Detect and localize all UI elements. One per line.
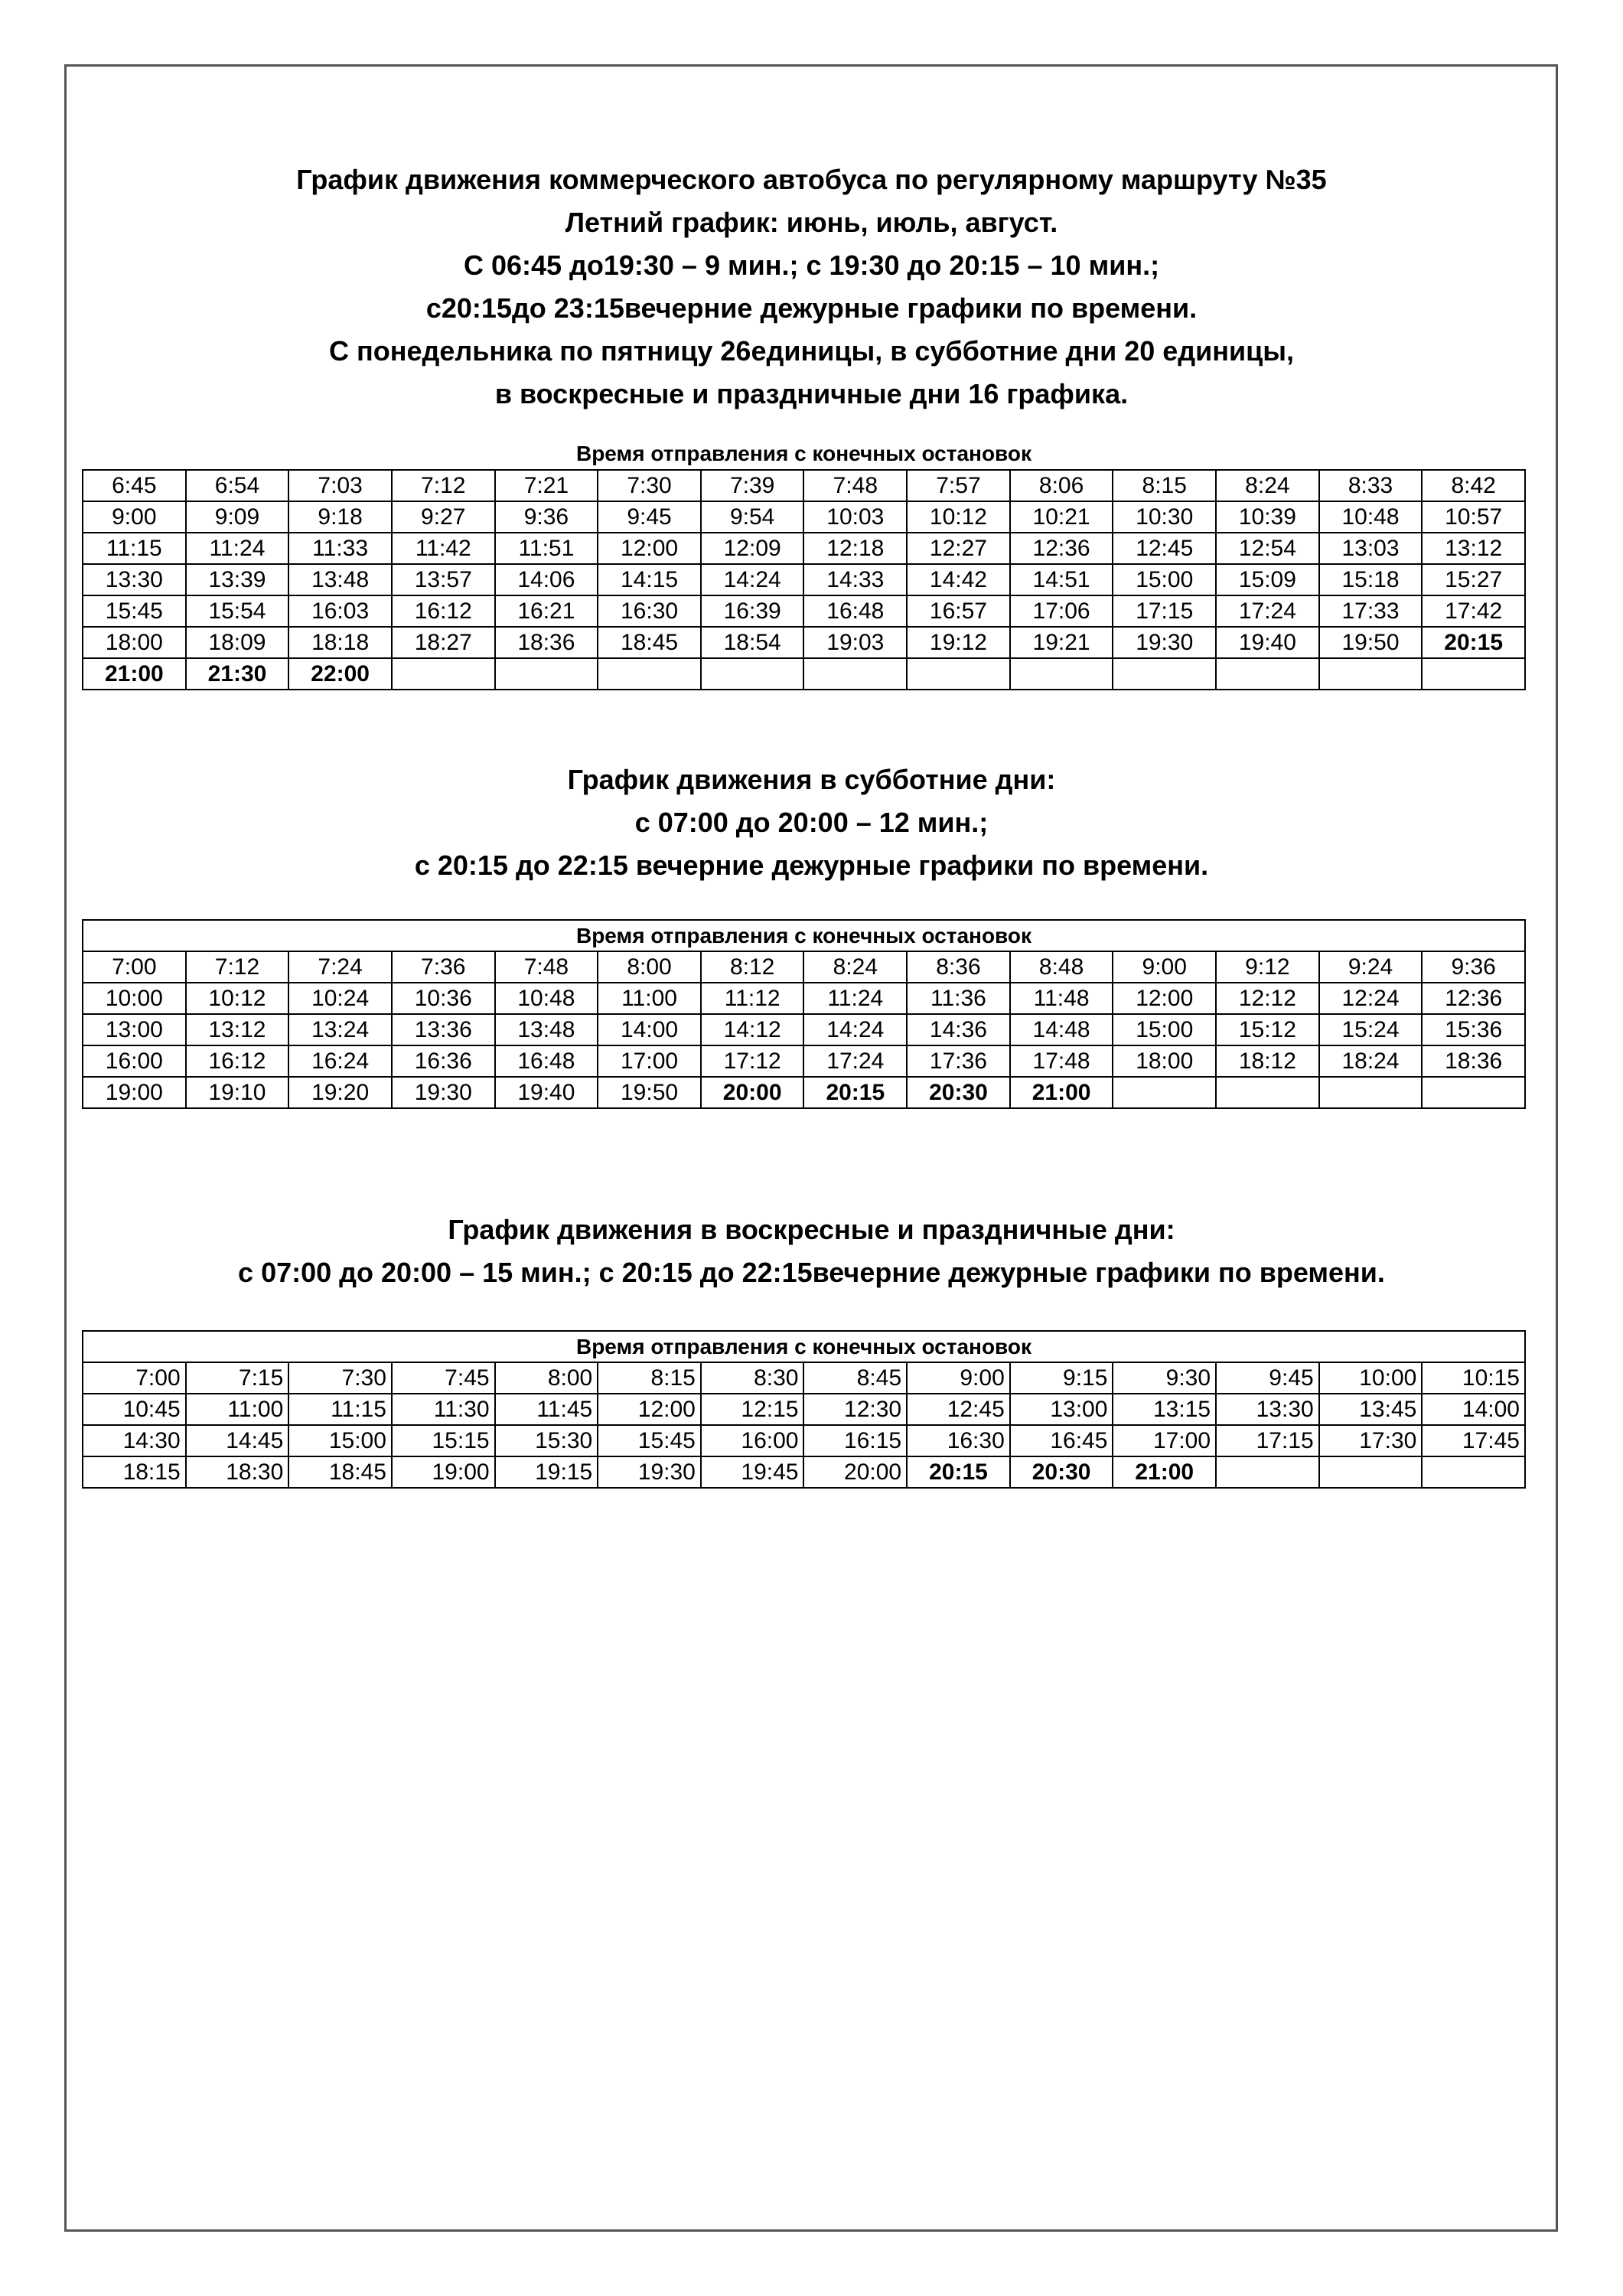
time-cell: 8:15 bbox=[1113, 470, 1216, 501]
time-cell: 12:27 bbox=[907, 533, 1010, 564]
time-cell: 13:15 bbox=[1113, 1394, 1216, 1425]
table-row bbox=[83, 470, 1525, 501]
time-cell bbox=[1319, 1077, 1423, 1108]
time-cell: 19:50 bbox=[1319, 627, 1423, 658]
time-cell: 9:36 bbox=[495, 501, 598, 533]
time-cell: 19:00 bbox=[83, 1077, 186, 1108]
time-cell: 17:15 bbox=[1216, 1425, 1319, 1456]
time-cell: 15:00 bbox=[1113, 1014, 1216, 1045]
time-cell: 14:48 bbox=[1010, 1014, 1113, 1045]
time-cell: 8:06 bbox=[1010, 470, 1113, 501]
time-cell: 20:15 bbox=[803, 1077, 907, 1108]
time-cell: 13:45 bbox=[1319, 1394, 1423, 1425]
time-cell: 15:09 bbox=[1216, 564, 1319, 595]
time-cell: 7:15 bbox=[186, 1362, 289, 1394]
time-cell: 6:54 bbox=[186, 470, 289, 501]
time-cell: 15:27 bbox=[1422, 564, 1525, 595]
time-cell: 8:12 bbox=[701, 951, 804, 983]
time-cell: 18:24 bbox=[1319, 1045, 1423, 1077]
time-cell: 8:00 bbox=[598, 951, 701, 983]
time-cell: 7:21 bbox=[495, 470, 598, 501]
heading-line: График движения в субботние дни: bbox=[567, 764, 1056, 795]
time-cell: 13:12 bbox=[186, 1014, 289, 1045]
weekday-schedule-table bbox=[82, 439, 1526, 690]
time-cell: 10:36 bbox=[392, 983, 495, 1014]
time-cell: 18:00 bbox=[1113, 1045, 1216, 1077]
time-cell: 12:09 bbox=[701, 533, 804, 564]
time-cell: 15:12 bbox=[1216, 1014, 1319, 1045]
time-cell bbox=[1216, 1077, 1319, 1108]
heading-line: с 07:00 до 20:00 – 15 мин.; с 20:15 до 22:15вечерние дежурные графики по времени. bbox=[238, 1257, 1385, 1288]
time-cell: 16:48 bbox=[803, 595, 907, 627]
time-cell: 19:10 bbox=[186, 1077, 289, 1108]
time-cell: 10:30 bbox=[1113, 501, 1216, 533]
time-cell: 9:00 bbox=[907, 1362, 1010, 1394]
time-cell: 17:00 bbox=[598, 1045, 701, 1077]
time-cell: 7:12 bbox=[392, 470, 495, 501]
time-cell: 11:00 bbox=[598, 983, 701, 1014]
time-cell: 12:45 bbox=[1113, 533, 1216, 564]
time-cell: 15:45 bbox=[598, 1425, 701, 1456]
table-row bbox=[83, 1425, 1525, 1456]
time-cell: 9:00 bbox=[83, 501, 186, 533]
time-cell: 15:18 bbox=[1319, 564, 1423, 595]
time-cell: 12:15 bbox=[701, 1394, 804, 1425]
time-cell: 13:57 bbox=[392, 564, 495, 595]
time-cell: 11:24 bbox=[186, 533, 289, 564]
time-cell: 17:24 bbox=[803, 1045, 907, 1077]
time-cell: 20:30 bbox=[907, 1077, 1010, 1108]
time-cell: 12:36 bbox=[1422, 983, 1525, 1014]
time-cell: 20:15 bbox=[907, 1456, 1010, 1488]
time-cell: 19:30 bbox=[392, 1077, 495, 1108]
time-cell: 9:54 bbox=[701, 501, 804, 533]
time-cell: 14:00 bbox=[1422, 1394, 1525, 1425]
heading-line: С понедельника по пятницу 26единицы, в субботние дни 20 единицы, bbox=[328, 335, 1295, 367]
time-cell: 18:00 bbox=[83, 627, 186, 658]
time-cell: 8:30 bbox=[701, 1362, 804, 1394]
time-cell: 10:00 bbox=[1319, 1362, 1423, 1394]
time-cell: 12:24 bbox=[1319, 983, 1423, 1014]
time-cell: 20:00 bbox=[701, 1077, 804, 1108]
time-cell: 13:00 bbox=[1010, 1394, 1113, 1425]
time-cell: 12:00 bbox=[598, 1394, 701, 1425]
time-cell: 17:48 bbox=[1010, 1045, 1113, 1077]
time-cell: 14:42 bbox=[907, 564, 1010, 595]
time-cell: 14:24 bbox=[803, 1014, 907, 1045]
time-cell: 8:15 bbox=[598, 1362, 701, 1394]
heading-line: С 06:45 до19:30 – 9 мин.; с 19:30 до 20:15 – 10 мин.; bbox=[463, 249, 1160, 281]
time-cell: 9:00 bbox=[1113, 951, 1216, 983]
table-row bbox=[83, 595, 1525, 627]
time-cell: 11:45 bbox=[495, 1394, 598, 1425]
time-cell: 14:24 bbox=[701, 564, 804, 595]
table-row bbox=[83, 1394, 1525, 1425]
time-cell: 17:30 bbox=[1319, 1425, 1423, 1456]
time-cell: 20:15 bbox=[1422, 627, 1525, 658]
time-cell bbox=[701, 658, 804, 690]
time-cell: 16:15 bbox=[803, 1425, 907, 1456]
heading-line: с20:15до 23:15вечерние дежурные графики по времени. bbox=[425, 292, 1198, 324]
time-cell: 17:00 bbox=[1113, 1425, 1216, 1456]
table-row bbox=[83, 951, 1525, 983]
time-cell: 11:00 bbox=[186, 1394, 289, 1425]
table-row bbox=[83, 501, 1525, 533]
time-cell: 18:30 bbox=[186, 1456, 289, 1488]
time-cell bbox=[1319, 1456, 1423, 1488]
time-cell: 8:36 bbox=[907, 951, 1010, 983]
time-cell: 6:45 bbox=[83, 470, 186, 501]
time-cell bbox=[1422, 1456, 1525, 1488]
time-cell: 17:12 bbox=[701, 1045, 804, 1077]
table-caption: Время отправления с конечных остановок bbox=[83, 1331, 1525, 1362]
time-cell: 9:30 bbox=[1113, 1362, 1216, 1394]
table-row bbox=[83, 658, 1525, 690]
time-cell: 16:30 bbox=[907, 1425, 1010, 1456]
time-cell bbox=[495, 658, 598, 690]
time-cell: 16:30 bbox=[598, 595, 701, 627]
time-cell: 16:36 bbox=[392, 1045, 495, 1077]
heading-line: в воскресные и праздничные дни 16 графика. bbox=[494, 378, 1129, 409]
time-cell: 9:12 bbox=[1216, 951, 1319, 983]
time-cell bbox=[1113, 658, 1216, 690]
time-cell bbox=[1422, 1077, 1525, 1108]
time-cell: 14:36 bbox=[907, 1014, 1010, 1045]
heading-line: с 07:00 до 20:00 – 12 мин.; bbox=[634, 807, 989, 838]
time-cell: 16:57 bbox=[907, 595, 1010, 627]
time-cell: 13:48 bbox=[495, 1014, 598, 1045]
table-caption: Время отправления с конечных остановок bbox=[575, 442, 1032, 465]
time-cell: 15:00 bbox=[1113, 564, 1216, 595]
time-cell bbox=[1216, 658, 1319, 690]
time-cell: 15:00 bbox=[288, 1425, 392, 1456]
time-cell: 8:45 bbox=[803, 1362, 907, 1394]
time-cell: 7:57 bbox=[907, 470, 1010, 501]
sunday-heading bbox=[0, 1208, 1623, 1294]
time-cell: 15:15 bbox=[392, 1425, 495, 1456]
time-cell: 21:30 bbox=[186, 658, 289, 690]
heading-line: График движения коммерческого автобуса по регулярному маршруту №35 bbox=[296, 164, 1327, 195]
time-cell: 11:24 bbox=[803, 983, 907, 1014]
time-cell: 10:12 bbox=[186, 983, 289, 1014]
time-cell: 20:30 bbox=[1010, 1456, 1113, 1488]
time-cell: 7:39 bbox=[701, 470, 804, 501]
time-cell: 12:00 bbox=[1113, 983, 1216, 1014]
time-cell: 13:00 bbox=[83, 1014, 186, 1045]
time-cell: 7:12 bbox=[186, 951, 289, 983]
time-cell: 16:00 bbox=[83, 1045, 186, 1077]
time-cell: 7:48 bbox=[803, 470, 907, 501]
table-caption: Время отправления с конечных остановок bbox=[83, 920, 1525, 951]
time-cell: 11:51 bbox=[495, 533, 598, 564]
time-cell: 19:45 bbox=[701, 1456, 804, 1488]
time-cell bbox=[392, 658, 495, 690]
time-cell: 16:39 bbox=[701, 595, 804, 627]
time-cell: 14:15 bbox=[598, 564, 701, 595]
table-row bbox=[83, 627, 1525, 658]
time-cell: 7:48 bbox=[495, 951, 598, 983]
time-cell: 16:00 bbox=[701, 1425, 804, 1456]
time-cell: 14:00 bbox=[598, 1014, 701, 1045]
time-cell: 15:24 bbox=[1319, 1014, 1423, 1045]
time-cell: 12:45 bbox=[907, 1394, 1010, 1425]
time-cell: 16:12 bbox=[186, 1045, 289, 1077]
time-cell: 14:06 bbox=[495, 564, 598, 595]
time-cell: 9:18 bbox=[288, 501, 392, 533]
time-cell: 7:30 bbox=[288, 1362, 392, 1394]
time-cell: 13:48 bbox=[288, 564, 392, 595]
time-cell: 9:45 bbox=[598, 501, 701, 533]
time-cell: 13:12 bbox=[1422, 533, 1525, 564]
time-cell: 8:48 bbox=[1010, 951, 1113, 983]
time-cell: 13:03 bbox=[1319, 533, 1423, 564]
time-cell: 10:03 bbox=[803, 501, 907, 533]
time-cell bbox=[1216, 1456, 1319, 1488]
time-cell: 12:18 bbox=[803, 533, 907, 564]
time-cell: 11:42 bbox=[392, 533, 495, 564]
time-cell: 17:33 bbox=[1319, 595, 1423, 627]
time-cell: 10:48 bbox=[1319, 501, 1423, 533]
time-cell: 11:30 bbox=[392, 1394, 495, 1425]
time-cell: 15:54 bbox=[186, 595, 289, 627]
time-cell: 17:24 bbox=[1216, 595, 1319, 627]
time-cell: 8:00 bbox=[495, 1362, 598, 1394]
time-cell: 20:00 bbox=[803, 1456, 907, 1488]
time-cell bbox=[598, 658, 701, 690]
time-cell: 9:36 bbox=[1422, 951, 1525, 983]
time-cell: 18:36 bbox=[1422, 1045, 1525, 1077]
time-cell: 13:30 bbox=[83, 564, 186, 595]
time-cell: 19:30 bbox=[1113, 627, 1216, 658]
time-cell: 18:45 bbox=[598, 627, 701, 658]
time-cell: 12:00 bbox=[598, 533, 701, 564]
time-cell: 11:15 bbox=[83, 533, 186, 564]
time-cell: 10:48 bbox=[495, 983, 598, 1014]
time-cell: 17:06 bbox=[1010, 595, 1113, 627]
time-cell: 9:24 bbox=[1319, 951, 1423, 983]
time-cell: 8:24 bbox=[1216, 470, 1319, 501]
time-cell: 18:36 bbox=[495, 627, 598, 658]
time-cell: 7:00 bbox=[83, 951, 186, 983]
time-cell: 7:36 bbox=[392, 951, 495, 983]
time-cell: 13:39 bbox=[186, 564, 289, 595]
time-cell: 8:33 bbox=[1319, 470, 1423, 501]
time-cell: 18:27 bbox=[392, 627, 495, 658]
sunday-schedule-table bbox=[82, 1330, 1526, 1489]
time-cell: 11:36 bbox=[907, 983, 1010, 1014]
time-cell: 19:15 bbox=[495, 1456, 598, 1488]
table-row bbox=[83, 533, 1525, 564]
time-cell: 7:00 bbox=[83, 1362, 186, 1394]
time-cell: 15:36 bbox=[1422, 1014, 1525, 1045]
time-cell: 9:15 bbox=[1010, 1362, 1113, 1394]
time-cell: 10:39 bbox=[1216, 501, 1319, 533]
time-cell: 10:57 bbox=[1422, 501, 1525, 533]
time-cell: 7:45 bbox=[392, 1362, 495, 1394]
heading-line: с 20:15 до 22:15 вечерние дежурные графики по времени. bbox=[414, 850, 1209, 881]
time-cell: 17:36 bbox=[907, 1045, 1010, 1077]
time-cell: 18:09 bbox=[186, 627, 289, 658]
time-cell: 13:30 bbox=[1216, 1394, 1319, 1425]
time-cell: 12:36 bbox=[1010, 533, 1113, 564]
time-cell bbox=[1113, 1077, 1216, 1108]
time-cell: 13:36 bbox=[392, 1014, 495, 1045]
time-cell: 18:54 bbox=[701, 627, 804, 658]
time-cell: 11:15 bbox=[288, 1394, 392, 1425]
time-cell: 19:20 bbox=[288, 1077, 392, 1108]
time-cell bbox=[1422, 658, 1525, 690]
time-cell: 12:30 bbox=[803, 1394, 907, 1425]
table-row bbox=[83, 564, 1525, 595]
time-cell: 19:03 bbox=[803, 627, 907, 658]
time-cell: 19:21 bbox=[1010, 627, 1113, 658]
time-cell: 15:45 bbox=[83, 595, 186, 627]
time-cell: 10:24 bbox=[288, 983, 392, 1014]
time-cell: 17:45 bbox=[1422, 1425, 1525, 1456]
time-cell bbox=[907, 658, 1010, 690]
time-cell: 14:33 bbox=[803, 564, 907, 595]
heading-line: График движения в воскресные и праздничные дни: bbox=[448, 1214, 1175, 1245]
time-cell: 16:24 bbox=[288, 1045, 392, 1077]
table-row bbox=[83, 983, 1525, 1014]
time-cell: 10:45 bbox=[83, 1394, 186, 1425]
time-cell: 7:30 bbox=[598, 470, 701, 501]
time-cell: 7:24 bbox=[288, 951, 392, 983]
time-cell: 15:30 bbox=[495, 1425, 598, 1456]
time-cell: 16:03 bbox=[288, 595, 392, 627]
time-cell: 21:00 bbox=[1010, 1077, 1113, 1108]
weekday-heading bbox=[0, 158, 1623, 416]
time-cell: 14:51 bbox=[1010, 564, 1113, 595]
time-cell: 16:21 bbox=[495, 595, 598, 627]
time-cell: 10:12 bbox=[907, 501, 1010, 533]
time-cell bbox=[1010, 658, 1113, 690]
time-cell: 19:00 bbox=[392, 1456, 495, 1488]
time-cell: 19:50 bbox=[598, 1077, 701, 1108]
time-cell: 19:12 bbox=[907, 627, 1010, 658]
time-cell: 17:42 bbox=[1422, 595, 1525, 627]
time-cell: 10:21 bbox=[1010, 501, 1113, 533]
saturday-heading bbox=[0, 758, 1623, 887]
time-cell: 18:12 bbox=[1216, 1045, 1319, 1077]
time-cell: 16:48 bbox=[495, 1045, 598, 1077]
time-cell: 16:12 bbox=[392, 595, 495, 627]
table-row bbox=[83, 1045, 1525, 1077]
time-cell: 11:12 bbox=[701, 983, 804, 1014]
saturday-schedule-table bbox=[82, 919, 1526, 1109]
time-cell: 14:30 bbox=[83, 1425, 186, 1456]
time-cell: 10:15 bbox=[1422, 1362, 1525, 1394]
time-cell: 9:45 bbox=[1216, 1362, 1319, 1394]
time-cell: 19:30 bbox=[598, 1456, 701, 1488]
time-cell: 7:03 bbox=[288, 470, 392, 501]
time-cell: 11:48 bbox=[1010, 983, 1113, 1014]
time-cell: 18:45 bbox=[288, 1456, 392, 1488]
time-cell: 12:54 bbox=[1216, 533, 1319, 564]
time-cell: 14:45 bbox=[186, 1425, 289, 1456]
table-row bbox=[83, 1456, 1525, 1488]
time-cell: 18:18 bbox=[288, 627, 392, 658]
time-cell: 22:00 bbox=[288, 658, 392, 690]
time-cell bbox=[1319, 658, 1423, 690]
table-row bbox=[83, 1077, 1525, 1108]
heading-line: Летний график: июнь, июль, август. bbox=[565, 207, 1058, 238]
time-cell: 19:40 bbox=[1216, 627, 1319, 658]
time-cell: 14:12 bbox=[701, 1014, 804, 1045]
time-cell: 9:27 bbox=[392, 501, 495, 533]
time-cell: 19:40 bbox=[495, 1077, 598, 1108]
time-cell: 8:42 bbox=[1422, 470, 1525, 501]
time-cell: 10:00 bbox=[83, 983, 186, 1014]
time-cell: 17:15 bbox=[1113, 595, 1216, 627]
time-cell: 18:15 bbox=[83, 1456, 186, 1488]
time-cell: 8:24 bbox=[803, 951, 907, 983]
time-cell: 16:45 bbox=[1010, 1425, 1113, 1456]
table-row bbox=[83, 1014, 1525, 1045]
time-cell: 21:00 bbox=[83, 658, 186, 690]
table-row bbox=[83, 1362, 1525, 1394]
time-cell bbox=[803, 658, 907, 690]
time-cell: 11:33 bbox=[288, 533, 392, 564]
time-cell: 12:12 bbox=[1216, 983, 1319, 1014]
time-cell: 21:00 bbox=[1113, 1456, 1216, 1488]
time-cell: 13:24 bbox=[288, 1014, 392, 1045]
time-cell: 9:09 bbox=[186, 501, 289, 533]
